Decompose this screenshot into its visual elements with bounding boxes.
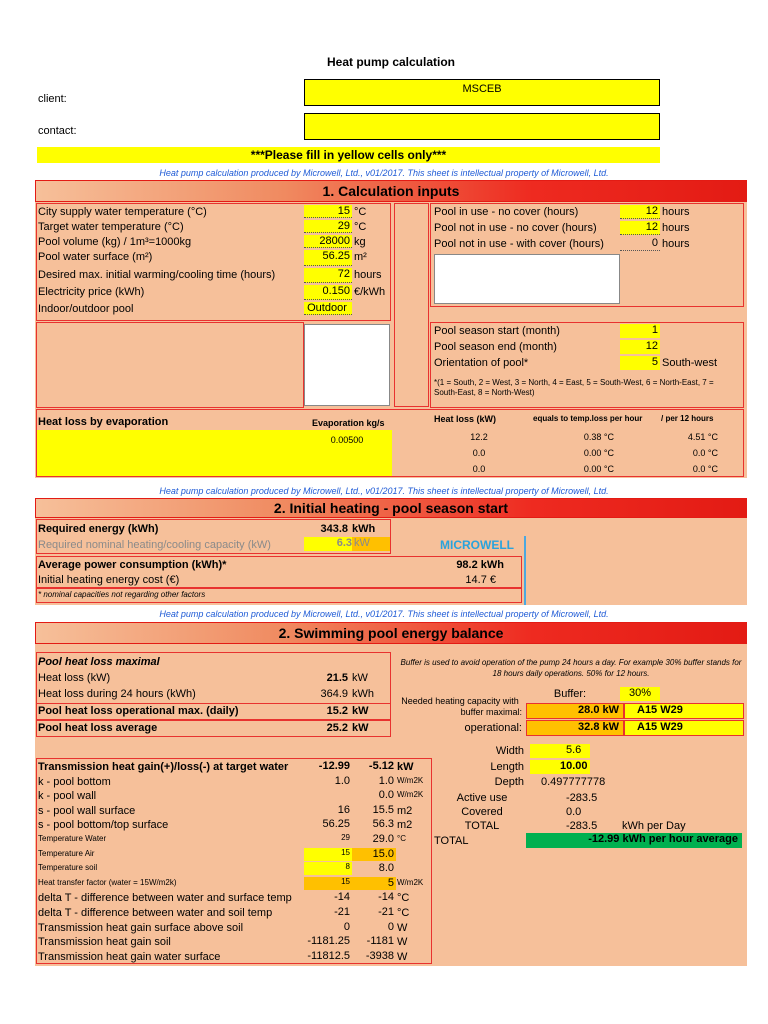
transmission-row — [38, 935, 432, 950]
client-label: client: — [38, 93, 67, 105]
avg-loss-value: 25.2 — [326, 722, 348, 734]
covered-value: 0.0 — [566, 806, 582, 818]
nominal-footnote: * nominal capacities not regarding other factors — [38, 590, 206, 599]
transmission-v1: -21 — [334, 906, 350, 918]
required-energy-unit: kWh — [352, 523, 376, 535]
transmission-label: delta T - difference between water and soil temp — [38, 907, 273, 919]
operational-value: 32.8 kW — [526, 720, 624, 736]
transmission-v2: 5 — [352, 877, 396, 890]
transmission-v2: -3938 — [365, 949, 394, 962]
loss-col-header: Heat loss (kW) — [434, 414, 497, 424]
length-label: Length — [490, 761, 524, 773]
transmission-unit: m2 — [397, 804, 413, 817]
evap-temp: 0.00 °C — [583, 464, 614, 474]
transmission-row — [38, 775, 432, 790]
input-value[interactable]: Outdoor — [304, 302, 352, 315]
input-value[interactable]: 29 — [304, 220, 352, 233]
input-label: Indoor/outdoor pool — [38, 303, 134, 315]
transmission-label: Transmission heat gain water surface — [38, 950, 221, 963]
transmission-unit: m2 — [397, 819, 413, 832]
input-unit: °C — [354, 221, 367, 233]
transmission-unit: kW — [397, 761, 414, 773]
season-row — [434, 324, 744, 340]
transmission-row — [38, 848, 432, 863]
contact-field[interactable] — [304, 113, 660, 140]
buffer-max-value: 28.0 kW — [526, 703, 624, 719]
season-row — [434, 356, 744, 372]
transmission-unit: W/m2K — [397, 877, 424, 887]
heat-loss-unit: kW — [352, 672, 368, 684]
12h-col-header: / per 12 hours — [661, 414, 714, 423]
page-title: Heat pump calculation — [326, 55, 456, 69]
operational-model: A15 W29 — [624, 720, 744, 736]
input-row — [434, 221, 744, 237]
transmission-v2: -21 — [378, 906, 394, 918]
evap-title: Heat loss by evaporation — [38, 416, 169, 428]
input-unit: €/kWh — [354, 286, 386, 298]
blue-divider — [524, 536, 526, 605]
heat-loss-label: Heat loss (kW) — [38, 672, 111, 684]
length-input[interactable]: 10.00 — [530, 760, 590, 774]
transmission-unit: W — [397, 936, 408, 949]
active-use-value: -283.5 — [566, 792, 598, 804]
inputs-spacer-frame — [394, 203, 429, 407]
avg-power-label: Average power consumption (kWh)* — [38, 559, 227, 571]
transmission-v1: 0 — [343, 920, 350, 933]
transmission-row — [38, 789, 432, 804]
input-row — [38, 205, 390, 220]
transmission-label: k - pool wall — [38, 790, 97, 803]
transmission-v1: 56.25 — [322, 818, 350, 831]
transmission-label: Temperature soil — [38, 863, 98, 873]
contact-label: contact: — [38, 125, 77, 137]
needed-label-1: Needed heating capacity with — [401, 696, 519, 706]
input-row — [38, 268, 390, 285]
width-input[interactable]: 5.6 — [530, 744, 590, 758]
evap-col-header: Evaporation kg/s — [312, 418, 385, 428]
input-row — [38, 235, 390, 250]
heating-cost-value: 14.7 € — [465, 574, 496, 586]
input-label: Pool not in use - with cover (hours) — [434, 238, 604, 250]
heating-cost-label: Initial heating energy cost (€) — [38, 574, 180, 586]
transmission-label: Transmission heat gain soil — [38, 936, 171, 949]
season-label: Pool season end (month) — [434, 341, 557, 353]
input-row — [38, 250, 390, 268]
transmission-row — [38, 804, 432, 819]
input-value[interactable]: 28000 — [304, 235, 352, 248]
season-value[interactable]: 1 — [620, 324, 660, 338]
transmission-v1: -14 — [334, 891, 350, 904]
transmission-v2: 1.0 — [378, 774, 394, 787]
transmission-label: s - pool bottom/top surface — [38, 819, 169, 832]
input-row — [434, 205, 744, 221]
transmission-v1: -11812.5 — [307, 949, 350, 962]
season-label: Orientation of pool* — [434, 357, 529, 369]
transmission-row — [38, 818, 432, 833]
credit-line-3: Heat pump calculation produced by Microwell, Ltd., v01/2017. This sheet is intellectual property of Microwell, Ltd. — [159, 609, 609, 619]
section-initial-heating-header: 2. Initial heating - pool season start — [35, 498, 747, 518]
transmission-label: delta T - difference between water and surface temp — [38, 892, 292, 905]
input-value[interactable]: 72 — [304, 268, 352, 283]
active-use-label: Active use — [456, 792, 508, 804]
input-row — [38, 220, 390, 235]
total-label: TOTAL — [464, 820, 500, 832]
evap-12h: 4.51 °C — [687, 432, 718, 442]
evap-row — [430, 448, 744, 464]
transmission-label: s - pool wall surface — [38, 804, 136, 817]
transmission-v2: -1181 — [366, 935, 394, 948]
credit-line-2: Heat pump calculation produced by Microwell, Ltd., v01/2017. This sheet is intellectual property of Microwell, Ltd. — [159, 486, 609, 496]
evap-12h: 0.0 °C — [692, 464, 718, 474]
transmission-v1: 29 — [341, 833, 350, 842]
total2-label: TOTAL — [434, 835, 469, 847]
transmission-row — [38, 906, 432, 921]
transmission-unit: °C — [397, 907, 410, 919]
empty-frame-left — [36, 322, 304, 408]
required-energy-value: 343.8 — [320, 523, 348, 535]
buffer-label: Buffer: — [553, 688, 587, 700]
transmission-label: Heat transfer factor (water = 15W/m2k) — [38, 877, 177, 887]
buffer-input[interactable]: 30% — [620, 687, 660, 701]
heat-loss-24h-value: 364.9 — [320, 688, 348, 700]
season-value[interactable]: 12 — [620, 340, 660, 354]
heat-loss-24h-unit: kWh — [352, 688, 374, 700]
input-value[interactable]: 15 — [304, 205, 352, 218]
buffer-note: Buffer is used to avoid operation of the pump 24 hours a day. For example 30% buffer stands for 18 hours daily operations. 50% for 12 hours. — [400, 658, 742, 678]
op-max-unit: kW — [352, 705, 369, 717]
op-max-label: Pool heat loss operational max. (daily) — [38, 705, 239, 717]
depth-value: 0.497777778 — [541, 776, 606, 788]
input-unit: °C — [354, 206, 367, 218]
season-label: Pool season start (month) — [434, 325, 560, 337]
input-value[interactable]: 12 — [620, 205, 660, 219]
evap-temp: 0.00 °C — [583, 448, 614, 458]
evap-loss: 0.0 — [472, 464, 486, 474]
input-unit: hours — [662, 206, 690, 218]
transmission-label: Transmission heat gain surface above soil — [38, 921, 244, 934]
transmission-v1 — [304, 789, 352, 802]
transmission-v2: -5.12 — [368, 760, 394, 772]
transmission-row — [38, 921, 432, 936]
transmission-v2: 0 — [387, 920, 394, 933]
input-value[interactable]: 56.25 — [304, 250, 352, 266]
needed-label-2: buffer maximal: — [460, 707, 522, 717]
section-energy-balance-header: 2. Swimming pool energy balance — [35, 622, 747, 644]
transmission-row — [38, 760, 432, 775]
nominal-capacity-unit: kW — [352, 537, 390, 551]
transmission-unit: W/m2K — [397, 775, 424, 785]
input-value[interactable]: 0 — [620, 237, 660, 251]
comment-box-right — [434, 254, 620, 304]
input-row — [434, 237, 744, 253]
avg-loss-unit: kW — [352, 722, 369, 734]
transmission-unit: °C — [397, 834, 406, 843]
transmission-row — [38, 862, 432, 877]
season-row — [434, 340, 744, 356]
width-label: Width — [495, 745, 524, 757]
transmission-v1: -1181.25 — [307, 935, 350, 948]
operational-label: operational: — [464, 722, 522, 734]
input-unit: kg — [354, 236, 366, 248]
buffer-max-model: A15 W29 — [624, 703, 744, 719]
input-label: Desired max. initial warming/cooling time (hours) — [38, 269, 276, 281]
microwell-brand: MICROWELL — [440, 538, 514, 552]
avg-power-value: 98.2 kWh — [456, 559, 504, 571]
transmission-v1: 15 — [304, 848, 352, 861]
transmission-unit: W — [397, 921, 408, 934]
season-unit: South-west — [662, 357, 718, 369]
input-label: Target water temperature (°C) — [38, 221, 184, 233]
orientation-note: *(1 = South, 2 = West, 3 = North, 4 = East, 5 = South-West, 6 = North-East, 7 = South-East, 8 = North-West) — [434, 378, 714, 397]
input-row — [38, 302, 390, 317]
required-energy-label: Required energy (kWh) — [38, 523, 159, 535]
credit-line-1: Heat pump calculation produced by Microwell, Ltd., v01/2017. This sheet is intellectual property of Microwell, Ltd. — [159, 168, 609, 178]
evap-loss: 0.0 — [472, 448, 486, 458]
transmission-row — [38, 833, 432, 848]
transmission-v2: 0.0 — [378, 789, 394, 802]
comment-box-middle — [304, 324, 390, 406]
evap-loss: 12.2 — [470, 432, 488, 442]
evap-row — [430, 464, 744, 480]
input-unit: m² — [354, 251, 367, 263]
total-unit: kWh per Day — [622, 820, 686, 832]
total2-value: -12.99 kWh per hour average — [526, 833, 742, 848]
transmission-v2: 15.5 — [372, 803, 394, 816]
transmission-label: k - pool bottom — [38, 775, 111, 788]
transmission-unit: W — [397, 950, 408, 963]
maximal-title: Pool heat loss maximal — [38, 656, 160, 668]
evap-12h: 0.0 °C — [692, 448, 718, 458]
transmission-v2: 15.0 — [352, 848, 396, 861]
season-value[interactable]: 5 — [620, 356, 660, 370]
transmission-unit: °C — [397, 892, 410, 905]
transmission-label: Temperature Air — [38, 848, 95, 858]
fill-notice: ***Please fill in yellow cells only*** — [37, 147, 660, 163]
transmission-row — [38, 950, 432, 965]
avg-loss-label: Pool heat loss average — [38, 722, 158, 734]
input-value[interactable]: 0.150 — [304, 285, 352, 300]
temp-col-header: equals to temp.loss per hour — [533, 414, 643, 423]
transmission-label: Temperature Water — [38, 834, 107, 843]
input-label: Pool in use - no cover (hours) — [434, 206, 579, 218]
transmission-v1: 16 — [337, 803, 350, 816]
transmission-v1: -12.99 — [318, 760, 350, 772]
input-row — [38, 285, 390, 302]
op-max-value: 15.2 — [326, 705, 348, 717]
transmission-v2: 8.0 — [378, 862, 394, 875]
input-label: City supply water temperature (°C) — [38, 206, 207, 218]
transmission-label: Transmission heat gain(+)/loss(-) at target water — [38, 761, 289, 773]
heat-loss-24h-label: Heat loss during 24 hours (kWh) — [38, 688, 196, 700]
client-field[interactable]: MSCEB — [304, 79, 660, 106]
evap-temp: 0.38 °C — [583, 432, 614, 442]
input-unit: hours — [662, 238, 690, 250]
transmission-unit: W/m2K — [397, 790, 424, 800]
transmission-v1: 1.0 — [334, 774, 350, 787]
evap-value: 0.00500 — [330, 435, 364, 445]
nominal-capacity-label: Required nominal heating/cooling capacity (kW) — [38, 539, 271, 551]
section-calculation-inputs-header: 1. Calculation inputs — [35, 180, 747, 202]
input-unit: hours — [662, 222, 690, 234]
transmission-v2: 29.0 — [372, 833, 394, 845]
transmission-v2: -14 — [378, 891, 394, 904]
input-label: Electricity price (kWh) — [38, 286, 145, 298]
transmission-v2: 56.3 — [372, 818, 394, 831]
covered-label: Covered — [461, 806, 503, 818]
evap-row — [430, 432, 744, 448]
input-label: Pool volume (kg) / 1m³=1000kg — [38, 236, 192, 248]
input-value[interactable]: 12 — [620, 221, 660, 235]
input-unit: hours — [354, 269, 382, 281]
input-label: Pool not in use - no cover (hours) — [434, 222, 597, 234]
depth-label: Depth — [494, 776, 524, 788]
heat-loss-value: 21.5 — [326, 672, 348, 684]
transmission-row — [38, 877, 432, 892]
input-label: Pool water surface (m²) — [38, 251, 153, 263]
transmission-v1: 15 — [304, 877, 352, 890]
total-value: -283.5 — [566, 820, 598, 832]
nominal-capacity-value: 6.3 — [304, 537, 352, 551]
transmission-row — [38, 891, 432, 906]
transmission-v1: 8 — [304, 862, 352, 875]
